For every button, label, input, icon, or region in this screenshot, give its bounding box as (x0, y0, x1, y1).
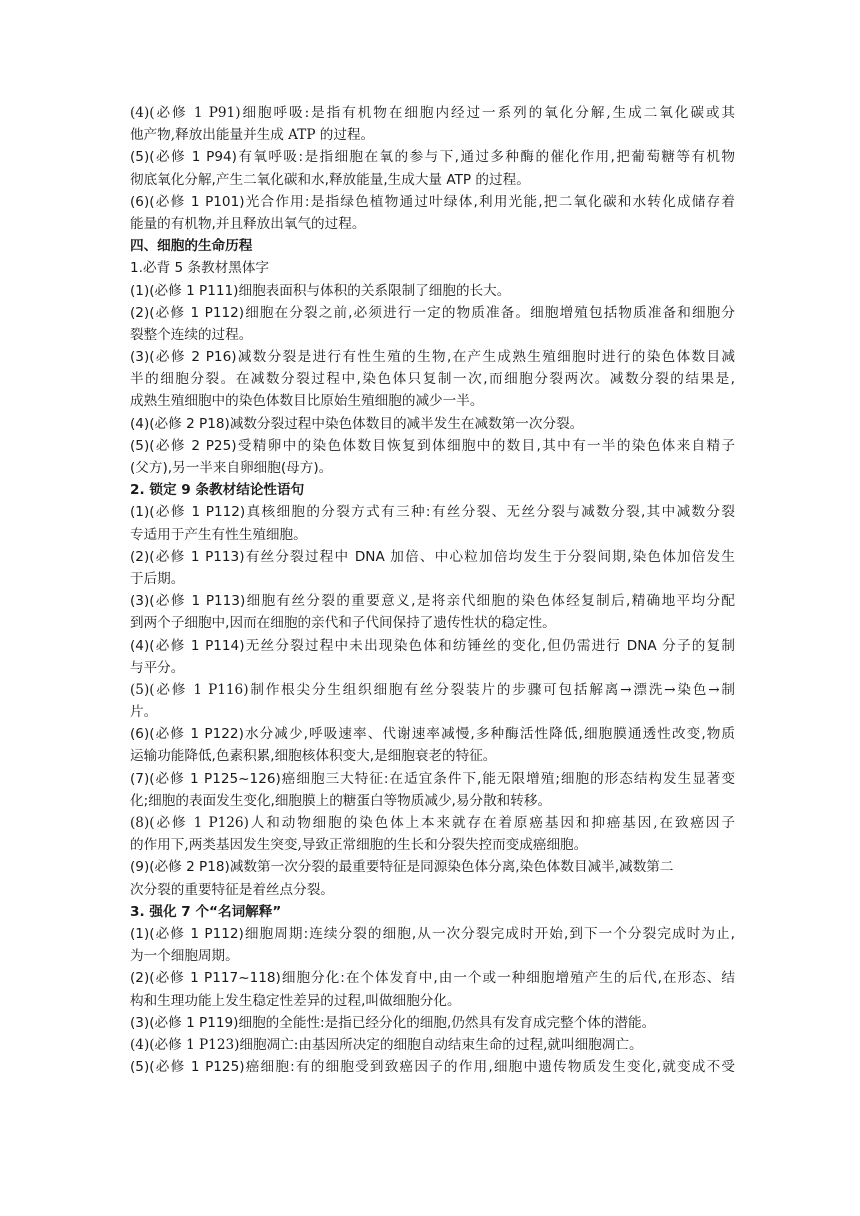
text-line: (3)(必修 1 P119)细胞的全能性:是指已经分化的细胞,仍然具有发育成完整个体的潜能。 (130, 1014, 656, 1031)
text-line: (2)(必修 1 P112)细胞在分裂之前,必须进行一定的物质准备。细胞增殖包括物质准备和细胞分 (130, 304, 735, 321)
text-line: (3)(必修 1 P113)细胞有丝分裂的重要意义,是将亲代细胞的染色体经复制后,精确地平均分配 (130, 593, 735, 610)
text-line: (6)(必修 1 P122)水分减少,呼吸速率、代谢速率减慢,多种酶活性降低,细胞膜通透性改变,物质 (130, 726, 735, 743)
text-line: (2)(必修 1 P117~118)细胞分化:在个体发育中,由一个或一种细胞增殖产生的后代,在形态、结 (130, 970, 735, 987)
text-line: 到两个子细胞中,因而在细胞的亲代和子代间保持了遗传性状的稳定性。 (130, 615, 556, 632)
text-line: (5)(必修 2 P25)受精卵中的染色体数目恢复到体细胞中的数目,其中有一半的染色体来自精子 (130, 437, 735, 454)
text-line: 化;细胞的表面发生变化,细胞膜上的糖蛋白等物质减少,易分散和转移。 (130, 792, 552, 809)
document-page (130, 102, 735, 1078)
section-heading: 2. 锁定 9 条教材结论性语句 (130, 482, 305, 499)
text-line: 与平分。 (130, 659, 185, 676)
text-line: (1)(必修 1 P112)真核细胞的分裂方式有三种:有丝分裂、无丝分裂与减数分裂,其中减数分裂 (130, 504, 735, 521)
text-line: 半的细胞分裂。在减数分裂过程中,染色体只复制一次,而细胞分裂两次。减数分裂的结果是, (130, 371, 735, 388)
text-line: 运输功能降低,色素积累,细胞核体积变大,是细胞衰老的特征。 (130, 748, 497, 765)
section-heading: 四、细胞的生命历程 (130, 238, 253, 255)
text-line: 能量的有机物,并且释放出氧气的过程。 (130, 215, 366, 232)
text-line: 次分裂的重要特征是着丝点分裂。 (130, 881, 334, 898)
text-line: (父方),另一半来自卵细胞(母方)。 (130, 460, 333, 476)
text-line: 于后期。 (130, 570, 185, 587)
text-line: (5)(必修 1 P125)癌细胞:有的细胞受到致癌因子的作用,细胞中遗传物质发生变化,就变成不受 (130, 1059, 735, 1076)
text-line: (1)(必修 1 P111)细胞表面积与体积的关系限制了细胞的长大。 (130, 282, 511, 299)
text-line: (1)(必修 1 P112)细胞周期:连续分裂的细胞,从一次分裂完成时开始,到下一个分裂完成时为止, (130, 925, 735, 942)
text-line: (4)(必修 2 P18)减数分裂过程中染色体数目的减半发生在减数第一次分裂。 (130, 415, 584, 432)
text-line: (5)(必修 1 P116)制作根尖分生组织细胞有丝分裂装片的步骤可包括解离→漂洗→染色→制 (130, 681, 735, 698)
text-line: 1.必背 5 条教材黑体字 (130, 260, 270, 277)
text-line: 裂整个连续的过程。 (130, 326, 253, 343)
text-line: (5)(必修 1 P94)有氧呼吸:是指细胞在氧的参与下,通过多种酶的催化作用,把葡萄糖等有机物 (130, 149, 735, 166)
text-line: (3)(必修 2 P16)减数分裂是进行有性生殖的生物,在产生成熟生殖细胞时进行的染色体数目减 (130, 349, 735, 366)
text-line: 构和生理功能上发生稳定性差异的过程,叫做细胞分化。 (130, 992, 461, 1009)
text-line: (7)(必修 1 P125~126)癌细胞三大特征:在适宜条件下,能无限增殖;细胞的形态结构发生显著变 (130, 770, 735, 787)
text-line: (2)(必修 1 P113)有丝分裂过程中 DNA 加倍、中心粒加倍均发生于分裂间期,染色体加倍发生 (130, 548, 735, 565)
text-line: (8)(必修 1 P126)人和动物细胞的染色体上本来就存在着原癌基因和抑癌基因,在致癌因子 (130, 815, 735, 831)
text-line: (4)(必修 1 P123)细胞凋亡:由基因所决定的细胞自动结束生命的过程,就叫细胞凋亡。 (130, 1036, 643, 1053)
text-line: (4)(必修 1 P114)无丝分裂过程中未出现染色体和纺锤丝的变化,但仍需进行 DNA 分子的复制 (130, 637, 735, 654)
text-line: (6)(必修 1 P101)光合作用:是指绿色植物通过叶绿体,利用光能,把二氧化碳和水转化成储存着 (130, 193, 735, 210)
text-line: 成熟生殖细胞中的染色体数目比原始生殖细胞的减少一半。 (130, 393, 484, 410)
text-line: (4)(必修 1 P91)细胞呼吸:是指有机物在细胞内经过一系列的氧化分解,生成二氧化碳或其 (130, 105, 735, 121)
text-line: 专适用于产生有性生殖细胞。 (130, 526, 307, 543)
text-line: 的作用下,两类基因发生突变,导致正常细胞的生长和分裂失控而变成癌细胞。 (130, 837, 588, 854)
text-line: 片。 (130, 704, 158, 721)
text-line: 他产物,释放出能量并生成 ATP 的过程。 (130, 127, 375, 144)
text-line: 为一个细胞周期。 (130, 948, 239, 965)
text-line: (9)(必修 2 P18)减数第一次分裂的最重要特征是同源染色体分离,染色体数目减半,减数第二 (130, 859, 674, 876)
text-line: 彻底氧化分解,产生二氧化碳和水,释放能量,生成大量 ATP 的过程。 (130, 171, 530, 188)
section-heading: 3. 强化 7 个“名词解释” (130, 903, 282, 920)
